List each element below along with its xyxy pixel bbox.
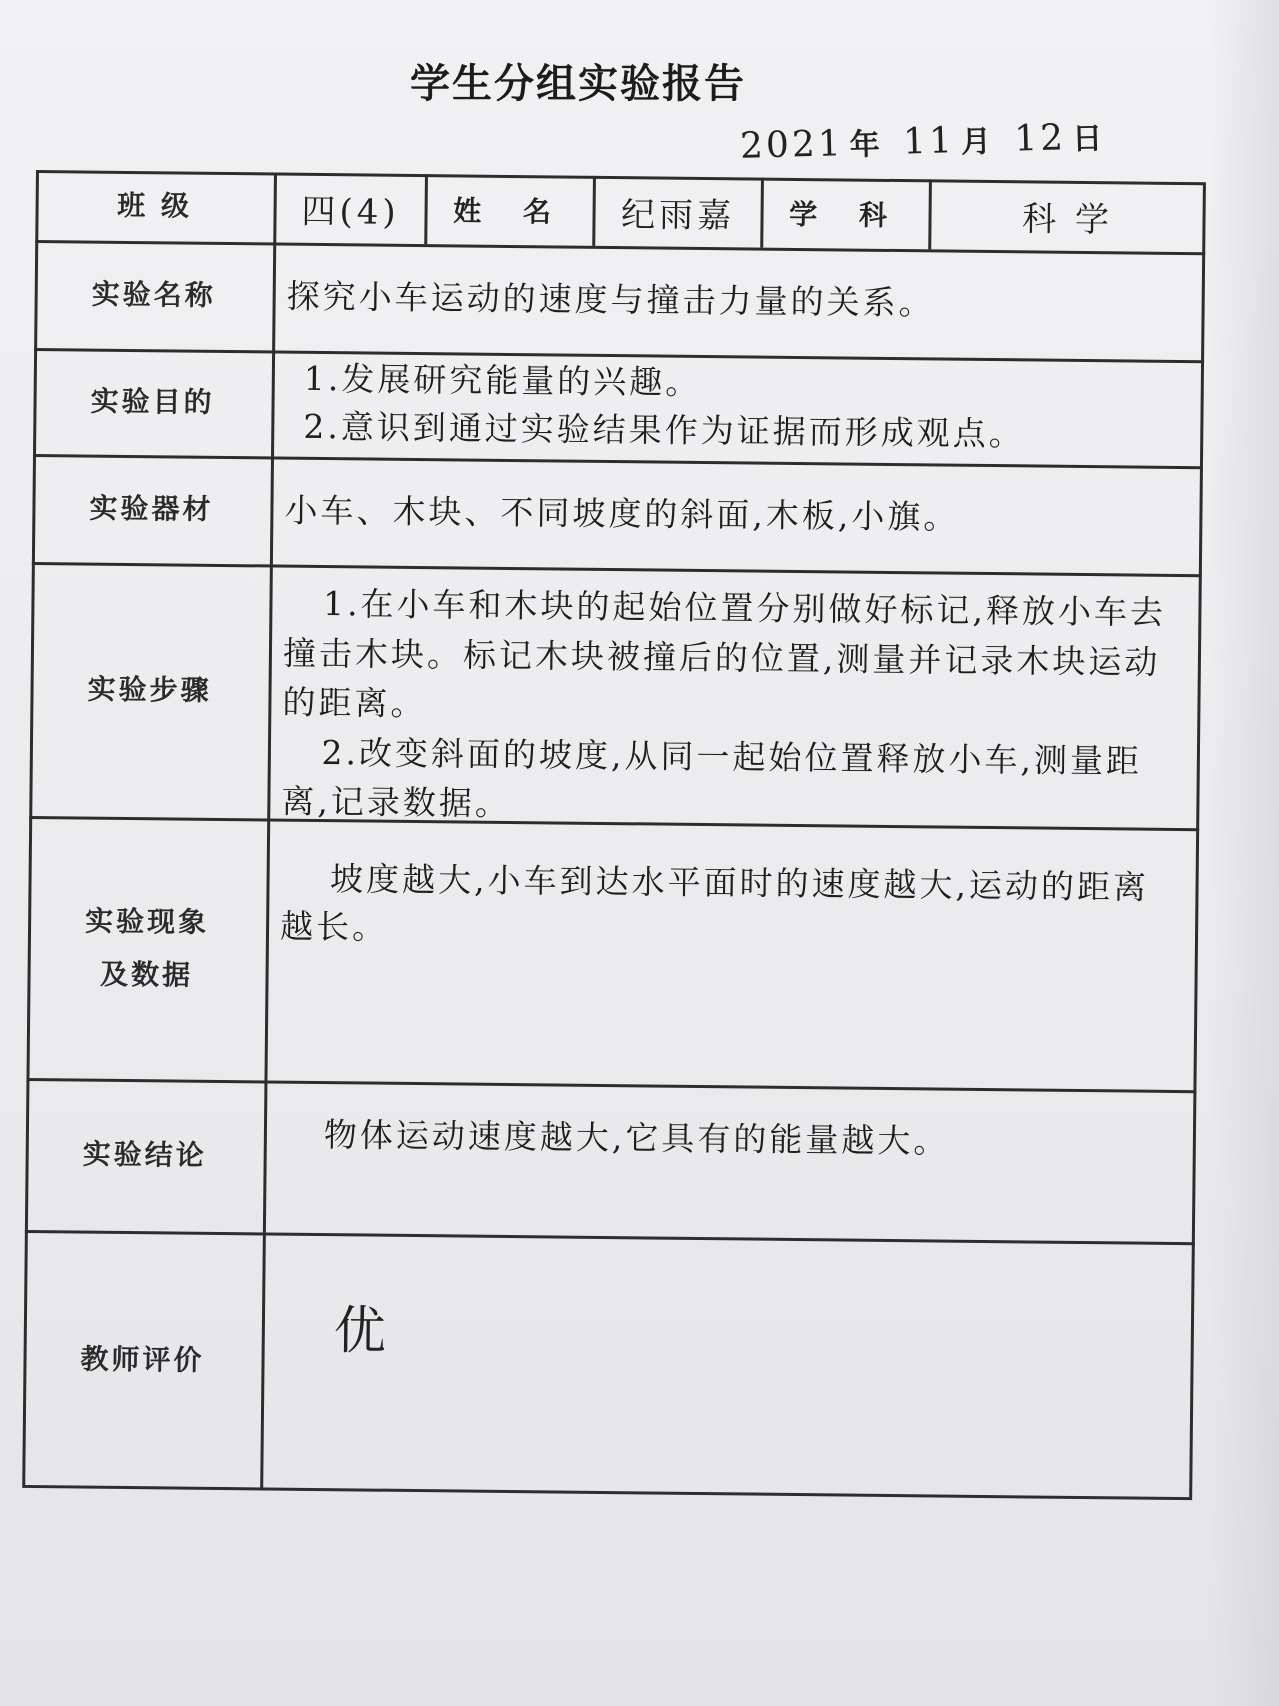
report-date <box>739 113 1111 167</box>
conclusion-value: 物体运动速度越大,它具有的能量越大。 <box>323 1115 950 1161</box>
date-year-unit: 年 <box>849 127 884 163</box>
materials-label: 实验器材 <box>32 454 274 565</box>
teacher-eval-row <box>22 1230 1195 1500</box>
purpose-label: 实验目的 <box>33 348 275 457</box>
class-value: 四(4) <box>276 173 428 245</box>
class-label: 班 级 <box>35 170 277 243</box>
date-month: 11 <box>902 120 956 163</box>
subject-value: 科 学 <box>1021 198 1114 240</box>
observations-label-line-1: 实验现象 <box>84 904 210 939</box>
purpose-line-1: 1.发展研究能量的兴趣。 <box>303 358 702 402</box>
date-year: 2021 <box>739 123 845 167</box>
report-title: 学生分组实验报告 <box>410 61 746 107</box>
date-month-unit: 月 <box>960 124 995 161</box>
purpose-content <box>285 355 1190 460</box>
teacher-eval-label: 教师评价 <box>22 1230 266 1491</box>
conclusion-row <box>25 1078 1197 1245</box>
name-value: 纪雨嘉 <box>595 176 764 248</box>
name-label: 姓 名 <box>427 174 596 246</box>
purpose-row <box>33 348 1204 469</box>
steps-row <box>29 562 1202 831</box>
experiment-name-row <box>34 240 1205 363</box>
steps-line-2: 2.改变斜面的坡度,从同一起始位置释放小车,测量距离,记录数据。 <box>281 732 1143 824</box>
observations-value: 坡度越大,小车到达水平面时的速度越大,运动的距离越长。 <box>279 859 1150 947</box>
experiment-name-value: 探究小车运动的速度与撞击力量的关系。 <box>286 276 935 323</box>
conclusion-label: 实验结论 <box>25 1078 268 1233</box>
materials-value: 小车、木块、不同坡度的斜面,木板,小旗。 <box>284 490 960 537</box>
steps-label: 实验步骤 <box>29 562 273 819</box>
date-day-unit: 日 <box>1071 121 1106 158</box>
steps-content <box>281 579 1188 836</box>
materials-row <box>32 454 1203 577</box>
observations-label <box>26 816 270 1081</box>
report-form <box>22 170 1206 1500</box>
experiment-name-label: 实验名称 <box>34 240 276 351</box>
teacher-grade: 优 <box>333 1301 387 1362</box>
observations-label-line-2: 及数据 <box>99 957 194 992</box>
date-day: 12 <box>1013 117 1067 160</box>
observations-row <box>26 816 1199 1093</box>
purpose-line-2: 2.意识到通过实验结果作为证据而形成观点。 <box>303 406 1025 454</box>
steps-line-1: 1.在小车和木块的起始位置分别做好标记,释放小车去撞击木块。标记木块被撞后的位置,测量并记录木块运动的距离。 <box>282 584 1167 724</box>
subject-label: 学 科 <box>763 178 932 250</box>
